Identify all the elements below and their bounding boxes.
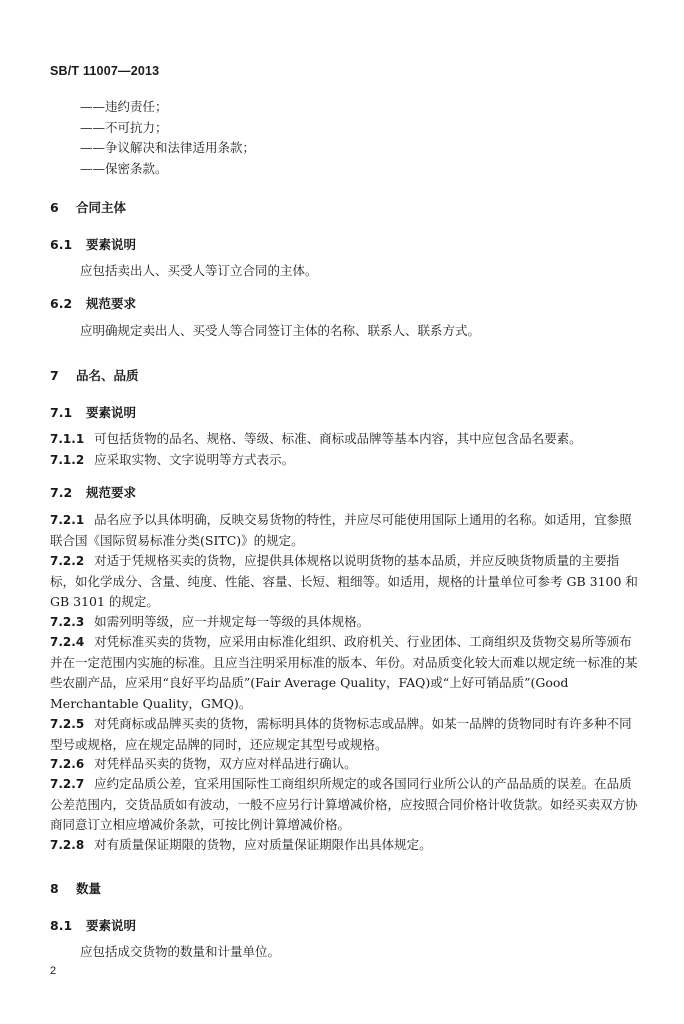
section-number: 7 <box>50 368 59 383</box>
section-number: 7.2 <box>50 485 73 500</box>
clause-number: 7.2.3 <box>50 615 85 629</box>
clause-7-2-4 <box>50 632 640 714</box>
clause-text: 对适于凭规格买卖的货物，应提供具体规格以说明货物的基本品质，并应反映货物质量的主要指标，如化学成分、含量、纯度、性能、容量、长短、粗细等。如适用，规格的计量单位可参考 GB 3100 和 GB 3101 的规定。 <box>50 553 638 609</box>
section-number: 6.1 <box>50 237 73 252</box>
section-7-heading <box>50 366 139 384</box>
section-title: 规范要求 <box>86 485 137 500</box>
section-title: 要素说明 <box>86 237 137 252</box>
clause-text: 可包括货物的品名、规格、等级、标准、商标或品牌等基本内容，其中应包含品名要素。 <box>94 431 582 446</box>
section-7-1-heading <box>50 403 136 421</box>
section-title: 品名、品质 <box>76 368 139 383</box>
clause-7-1-2 <box>50 450 640 471</box>
section-number: 6.2 <box>50 296 73 311</box>
section-number: 7.1 <box>50 405 73 420</box>
clause-number: 7.1.1 <box>50 432 85 446</box>
page-number: 2 <box>50 965 57 977</box>
section-number: 8.1 <box>50 918 73 933</box>
section-title: 数量 <box>76 881 102 896</box>
clause-7-2-6 <box>50 754 640 775</box>
clause-7-2-7 <box>50 774 640 836</box>
clause-7-2-8 <box>50 835 640 856</box>
clause-7-2-5 <box>50 714 640 755</box>
section-6-1-text: 应包括卖出人、买受人等订立合同的主体。 <box>80 263 318 278</box>
clause-7-2-2 <box>50 551 640 613</box>
section-title: 要素说明 <box>86 405 137 420</box>
dash-list <box>80 97 255 179</box>
clause-7-2-1 <box>50 510 640 551</box>
list-item: ——争议解决和法律适用条款； <box>80 140 256 155</box>
clause-text: 对凭标准买卖的货物，应采用由标准化组织、政府机关、行业团体、工商组织及货物交易所等颁布并在一定范围内实施的标准。且应当注明采用标准的版本、年份。对品质变化较大而难以规定统一标准的某些农副产品，应采用“良好平均品质”(Fair Average Quality，FAQ)或“上好可销品质”(Good Merchantable Quality，GMQ)。 <box>50 634 638 711</box>
clause-number: 7.1.2 <box>50 453 85 467</box>
section-6-2-text: 应明确规定卖出人、买受人等合同签订主体的名称、联系人、联系方式。 <box>80 323 481 338</box>
section-8-1-heading <box>50 916 136 934</box>
clause-number: 7.2.6 <box>50 757 85 771</box>
section-6-heading <box>50 198 126 216</box>
standard-code-header: SB/T 11007—2013 <box>50 64 160 78</box>
clause-text: 如需列明等级，应一并规定每一等级的具体规格。 <box>94 614 370 629</box>
clause-text: 对凭样品买卖的货物，双方应对样品进行确认。 <box>94 756 357 771</box>
section-8-heading <box>50 879 101 897</box>
section-6-1-heading <box>50 235 136 253</box>
clause-text: 对有质量保证期限的货物，应对质量保证期限作出具体规定。 <box>94 837 432 852</box>
list-item: ——保密条款。 <box>80 160 168 176</box>
clause-number: 7.2.5 <box>50 717 85 731</box>
section-8-1-text: 应包括成交货物的数量和计量单位。 <box>80 944 281 959</box>
list-item: ——违约责任； <box>80 99 168 114</box>
clause-number: 7.2.8 <box>50 838 85 852</box>
clause-number: 7.2.7 <box>50 777 85 791</box>
clause-number: 7.2.4 <box>50 635 85 649</box>
clause-text: 品名应予以具体明确，反映交易货物的特性，并应尽可能使用国际上通用的名称。如适用，宜参照联合国《国际贸易标准分类(SITC)》的规定。 <box>50 512 632 548</box>
clause-text: 应采取实物、文字说明等方式表示。 <box>94 452 295 467</box>
section-title: 要素说明 <box>86 918 137 933</box>
section-6-2-heading <box>50 294 136 312</box>
clause-7-1-1 <box>50 429 640 450</box>
clause-text: 对凭商标或品牌买卖的货物，需标明具体的货物标志或品牌。如某一品牌的货物同时有许多种不同型号或规格，应在规定品牌的同时，还应规定其型号或规格。 <box>50 716 632 752</box>
list-item: ——不可抗力； <box>80 119 168 135</box>
section-number: 6 <box>50 200 59 215</box>
clause-text: 应约定品质公差，宜采用国际性工商组织所规定的或各国同行业所公认的产品品质的误差。在品质公差范围内，交货品质如有波动，一般不应另行计算增减价格，应按照合同价格计收货款。如经买卖双方协商同意订立相应增减价条款，可按比例计算增减价格。 <box>50 776 638 832</box>
section-title: 合同主体 <box>76 200 127 215</box>
section-7-2-heading <box>50 483 136 501</box>
clause-7-2-3 <box>50 612 640 633</box>
section-number: 8 <box>50 881 59 896</box>
clause-number: 7.2.2 <box>50 554 85 568</box>
clause-number: 7.2.1 <box>50 513 85 527</box>
section-title: 规范要求 <box>86 296 137 311</box>
